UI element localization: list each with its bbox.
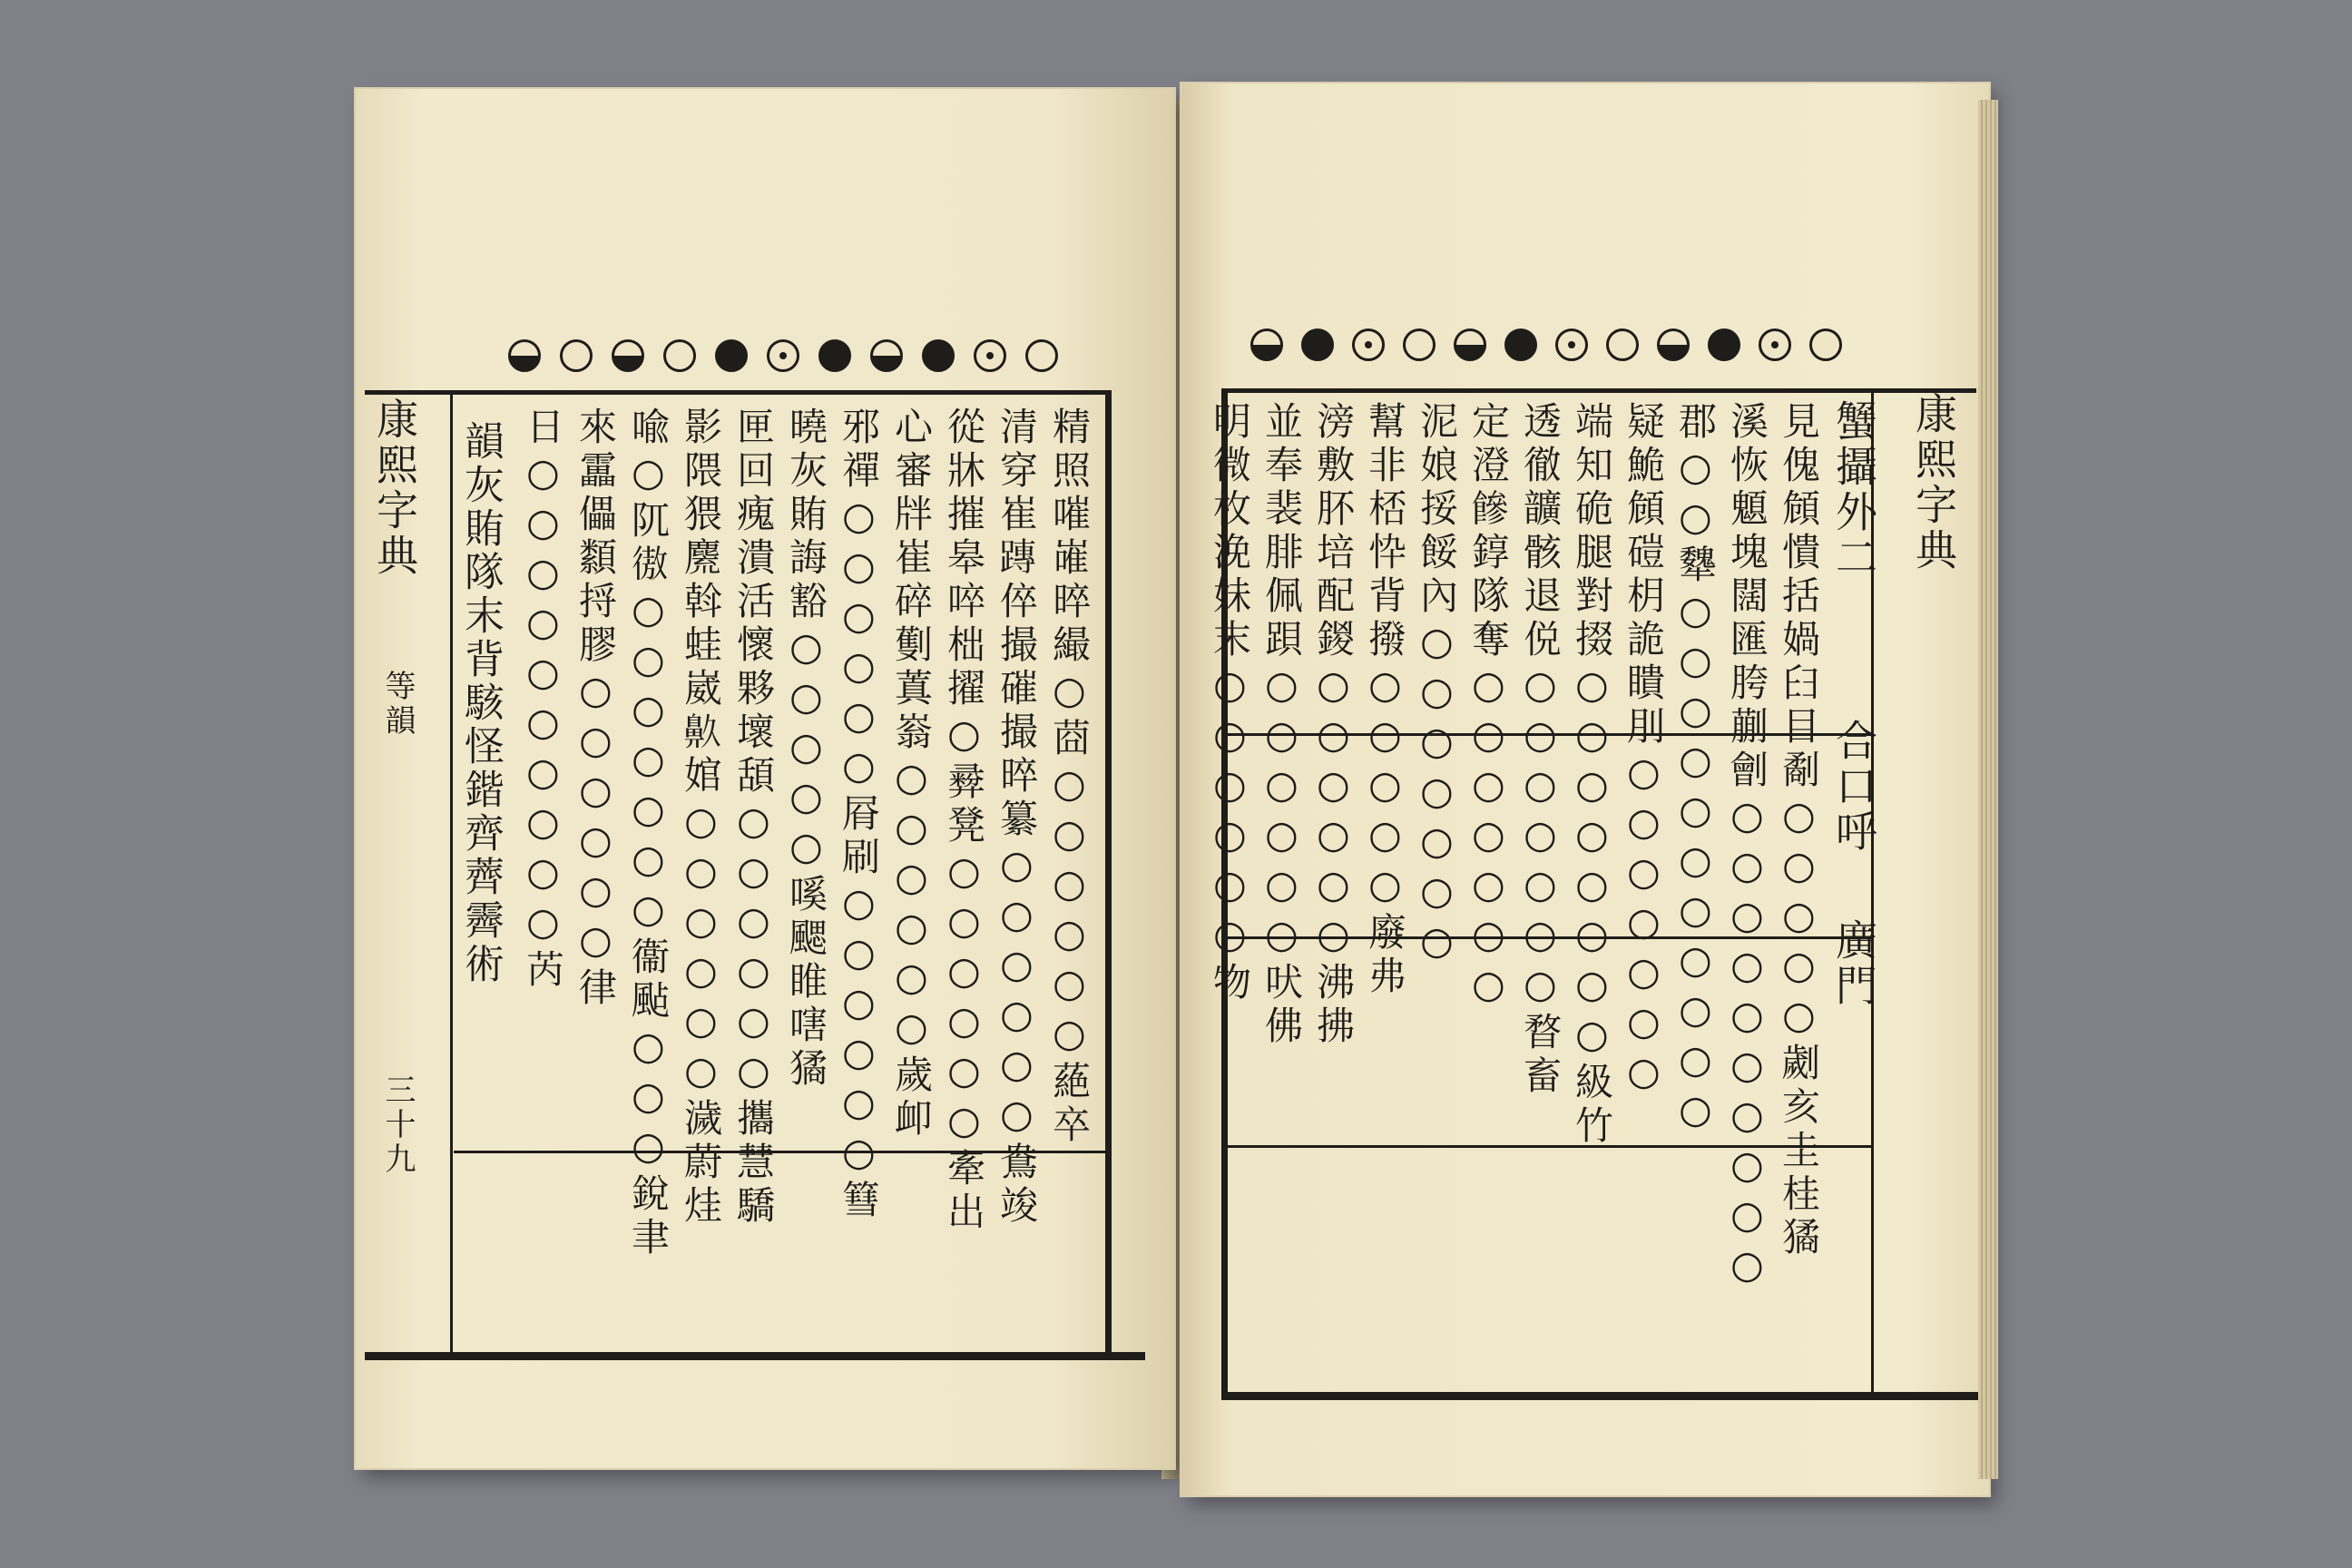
- header-circle-dot: [1555, 328, 1588, 361]
- right-column-4: 疑鮠頠磑枂詭瞶刖○○○○○○○: [1622, 401, 1666, 1099]
- left-column-5: 邪禪○○○○○○㞕刷○○○○○○篲: [837, 407, 881, 1223]
- header-circle-empty: [1809, 328, 1842, 361]
- right-heading-sub: 合口呼: [1829, 719, 1878, 855]
- right-column-5: 端知硊腿對掇○○○○○○○○級竹: [1570, 401, 1614, 1149]
- left-column-11: 日○○○○○○○○○○芮: [521, 407, 565, 993]
- right-column-12: 明微枚浼妹末○○○○○○物: [1208, 401, 1252, 1005]
- header-circle-empty: [663, 339, 696, 372]
- right-frame-top: [1221, 388, 1976, 393]
- header-circle-half: [1250, 328, 1283, 361]
- header-circle-half: [508, 339, 541, 372]
- left-footer-column: 韻灰賄隊末背駭怪鍇齊薺霽術: [457, 420, 504, 986]
- header-circle-dot: [974, 339, 1006, 372]
- header-circle-full: [715, 339, 748, 372]
- right-column-7: 定澄𩞀錞隊奪○○○○○○○: [1466, 401, 1511, 1012]
- left-column-4: 心審牉崔碎劐蒖嵡○○○○○○歲卹: [889, 407, 934, 1142]
- right-column-1: 見傀頠憒括媧𦥑目劀○○○○○劌亥圭桂獝: [1777, 401, 1821, 1260]
- header-circle-half: [1657, 328, 1690, 361]
- right-column-3: 郡○○犩○○○○○○○○○○○: [1673, 401, 1718, 1137]
- left-column-6: 曉灰賄誨豁○○○○○嗘颸睢嗐獝: [784, 407, 828, 1092]
- right-column-6: 透徹𩑈骸退侻○○○○○○○暓畜: [1518, 401, 1563, 1099]
- header-circle-full: [818, 339, 851, 372]
- right-heading-gate: 廣門: [1829, 918, 1878, 1009]
- left-page-number: 三十九: [379, 1073, 416, 1177]
- left-column-7: 匣回瘣潰活懷夥壞頢○○○○○○攜慧驕: [731, 407, 776, 1229]
- header-circle-full: [1708, 328, 1740, 361]
- header-circle-empty: [1606, 328, 1639, 361]
- right-frame-bottom: [1221, 1392, 1989, 1400]
- right-column-10: 滂敷肧培配鍐○○○○○○沸拂: [1311, 401, 1356, 1049]
- right-column-2: 溪恢䫥塊闊匯胯蒯劊○○○○○○○○○○: [1725, 401, 1769, 1292]
- right-heading: 蟹攝外二: [1829, 399, 1878, 581]
- header-circle-dot: [767, 339, 799, 372]
- page-edges: [1978, 100, 1998, 1479]
- right-margin-title: 康熙字典: [1909, 392, 1958, 573]
- header-circle-dot: [1352, 328, 1385, 361]
- right-page: [1181, 83, 1989, 1495]
- left-column-3: 從牀摧皋啐柮擢○彛凳○○○○○○牽出: [942, 407, 986, 1235]
- header-circle-empty: [1403, 328, 1436, 361]
- header-circle-empty: [560, 339, 593, 372]
- left-column-2: 清穿崔𨄔倅撮磪撮晬纂○○○○○○鴦竣: [995, 407, 1039, 1229]
- left-frame-top: [365, 390, 1105, 395]
- left-column-9: 喩○阢𢕟○○○○○○○衞颭○○○銳聿: [626, 407, 671, 1260]
- left-page: [356, 89, 1174, 1468]
- right-column-11: 並奉裴腓佩䟺○○○○○○吠佛: [1259, 401, 1304, 1049]
- header-circle-full: [922, 339, 955, 372]
- left-margin-rule: [450, 390, 453, 1352]
- header-circle-dot: [1759, 328, 1791, 361]
- header-circle-full: [1504, 328, 1537, 361]
- left-margin-title: 康熙字典: [370, 397, 419, 579]
- left-frame-bottom: [365, 1352, 1145, 1360]
- left-margin-section: 等韻: [379, 670, 416, 739]
- right-column-8: 泥娘挼餒內○○○○○○○: [1415, 401, 1459, 968]
- right-column-9: 幫非桮忰背撥○○○○○廢弗: [1363, 401, 1407, 999]
- header-circle-half: [612, 339, 644, 372]
- left-column-1: 精照嗺嶉晬繓○莔○○○○○○蕝卒: [1047, 407, 1092, 1148]
- left-frame-right: [1105, 390, 1112, 1357]
- left-column-8: 影隈猥麍斡蛙崴𪖓婠○○○○○○濊蔚烓: [679, 407, 723, 1229]
- header-circle-full: [1301, 328, 1334, 361]
- header-circle-half: [1454, 328, 1486, 361]
- header-circle-half: [870, 339, 903, 372]
- header-circle-empty: [1025, 339, 1058, 372]
- left-column-10: 來靁儡纇捋膠○○○○○○律: [573, 407, 618, 1011]
